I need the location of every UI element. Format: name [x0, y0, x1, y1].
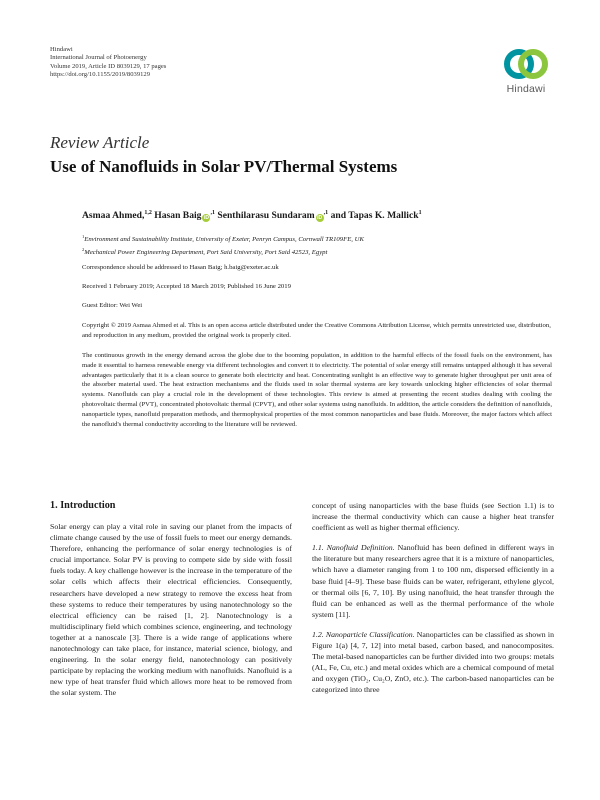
author-sup: 1	[418, 210, 422, 216]
journal-info	[50, 46, 166, 80]
subsection-heading: 1.1. Nanofluid Definition.	[312, 543, 395, 553]
affiliation	[82, 245, 364, 258]
doi-link[interactable]: https://doi.org/10.1155/2019/8039129	[50, 71, 151, 79]
dates-line: Received 1 February 2019; Accepted 18 March 2019; Published 16 June 2019	[82, 283, 291, 290]
right-column	[312, 500, 554, 696]
correspondence-line: Correspondence should be addressed to Hasan Baig; h.baig@exeter.ac.uk	[82, 264, 279, 271]
editor-line: Guest Editor: Wei Wei	[82, 302, 143, 309]
subsection-text: Nanoparticles can be classified as shown in Figure 1(a) [4, 7, 12] into metal based, carbon based, and nanocomposites. The metal-based nanoparticles can be further divided into two groups: metals (AL, Fe, Cu, etc.) and metal oxides which are a chemical compound of metal and oxygen (TiO₂, Cu₂O, ZnO, etc.). The carbon-based nanoparticles can be categorized into three	[312, 629, 554, 695]
orcid-icon[interactable]: iD	[203, 215, 209, 222]
author-sup: 1,2	[144, 210, 152, 216]
author-sup: ,1	[210, 210, 215, 216]
hindawi-logo-icon	[503, 46, 549, 82]
body-paragraph	[312, 629, 554, 696]
affiliation-sup: 1	[82, 234, 85, 239]
subsection-heading: 1.2. Nanoparticle Classification.	[312, 629, 415, 639]
body-paragraph	[312, 542, 554, 620]
subsection-text: Nanofluid has been defined in different ways in the literature but many researchers agree that it is a mixture of nanoparticles, which have a diameter ranging from 1 to 100 nm, dispersed efficiently in a base fluid [4–9]. These base fluids can be water, refrigerant, ethylene glycol, or thermal oils [6, 7, 10]. By using nanofluid, the heat transfer through the fluid can be enhanced as well as the thermal performance of the whole system [11].	[312, 543, 554, 619]
author-sup: ,1	[323, 210, 329, 216]
abstract: The continuous growth in the energy demand across the globe due to the booming population, in addition to the harmful effects of the fossil fuels on the environment, has made it essential to harness renewable energy via different technologies and convert it to electricity. The potential of solar energy still remains untapped although it has several advantages particularly that it is a clean source to generate both electricity and heat. Concentrating sunlight is an effective way to generate higher throughput per unit area of the absorber material used. The heat extraction mechanisms and the fluids used in solar thermal systems are key towards unlocking higher efficiencies of solar thermal systems. Nanofluids can play a crucial role in the development of these technologies. This review is aimed at presenting the recent studies dealing with cooling the photovoltaic thermal (PVT), concentrated photovoltaic thermal (CPVT), and other solar systems using nanofluids. In addition, the article considers the definition of nanofluids, nanoparticle types, nanofluid preparation methods, and thermophysical properties of the most common nanoparticles and base fluids. Moreover, the major factors which affect the nanofluid's thermal conductivity according to the literature will be reviewed.	[82, 352, 552, 428]
section-heading: 1. Introduction	[50, 500, 116, 511]
author-name: Hasan Baig	[154, 210, 202, 222]
author-name: and Tapas K. Mallick	[330, 210, 419, 222]
body-paragraph: concept of using nanoparticles with the base fluids (see Section 1.1) is to increase the thermal conductivity which can cause a higher heat transfer coefficient as well as higher thermal efficiency.	[312, 501, 554, 533]
affiliations	[82, 232, 364, 257]
volume-line: Volume 2019, Article ID 8039129, 17 pages	[50, 62, 167, 70]
affiliation-text: Environment and Sustainability Institute, University of Exeter, Penryn Campus, Cornwall TR109FE, UK	[84, 236, 364, 244]
affiliation-sup: 2	[82, 246, 85, 252]
author-name: Senthilarasu Sundaram	[217, 210, 315, 222]
author-name: Asmaa Ahmed,	[82, 210, 145, 222]
journal-name: International Journal of Photoenergy	[50, 54, 147, 62]
affiliation-text: Mechanical Power Engineering Department, Port Said University, Port Said 42523, Egypt	[84, 248, 328, 256]
affiliation	[82, 232, 364, 245]
hindawi-logo	[496, 46, 556, 106]
intro-paragraph: Solar energy can play a vital role in saving our planet from the impacts of climate change caused by the use of fossil fuels to meet our energy demands. Therefore, enhancing the performance of solar energy technologies is of crucial importance. Solar PV is proving to compete side by side with fossil fuels today. A key challenge however is the increase in the temperature of the solar cells which affects their electrical efficiencies. Consequently, researchers have developed a new strategy to remove the excess heat from these systems to reduce their temperatures by using nanotechnology so the electrical efficiency can be raised [1, 2]. Nanotechnology is a multidisciplinary field which combines science, engineering, and technology together at a nanoscale [3]. There is a wide range of applications where nanotechnology can take place, for instance, material science, biology, and engineering. In the solar energy field, nanotechnology can positively participate by replacing the working medium with nanofluids. Nanofluid is a new type of heat transfer fluid which allows more heat to be removed from the solar system. The	[50, 522, 292, 698]
article-type: Review Article	[50, 133, 150, 152]
author-list	[82, 210, 422, 222]
orcid-icon[interactable]: iD	[317, 215, 323, 222]
publisher-name: Hindawi	[50, 46, 73, 53]
paper-title: Use of Nanofluids in Solar PV/Thermal Systems	[50, 157, 398, 176]
logo-text: Hindawi	[506, 83, 546, 95]
left-column	[50, 500, 292, 699]
copyright-notice: Copyright © 2019 Asmaa Ahmed et al. This is an open access article distributed under the Creative Commons Attribution License, which permits unrestricted use, distribution, and reproduction in any medium, provided the original work is properly cited.	[82, 322, 551, 339]
